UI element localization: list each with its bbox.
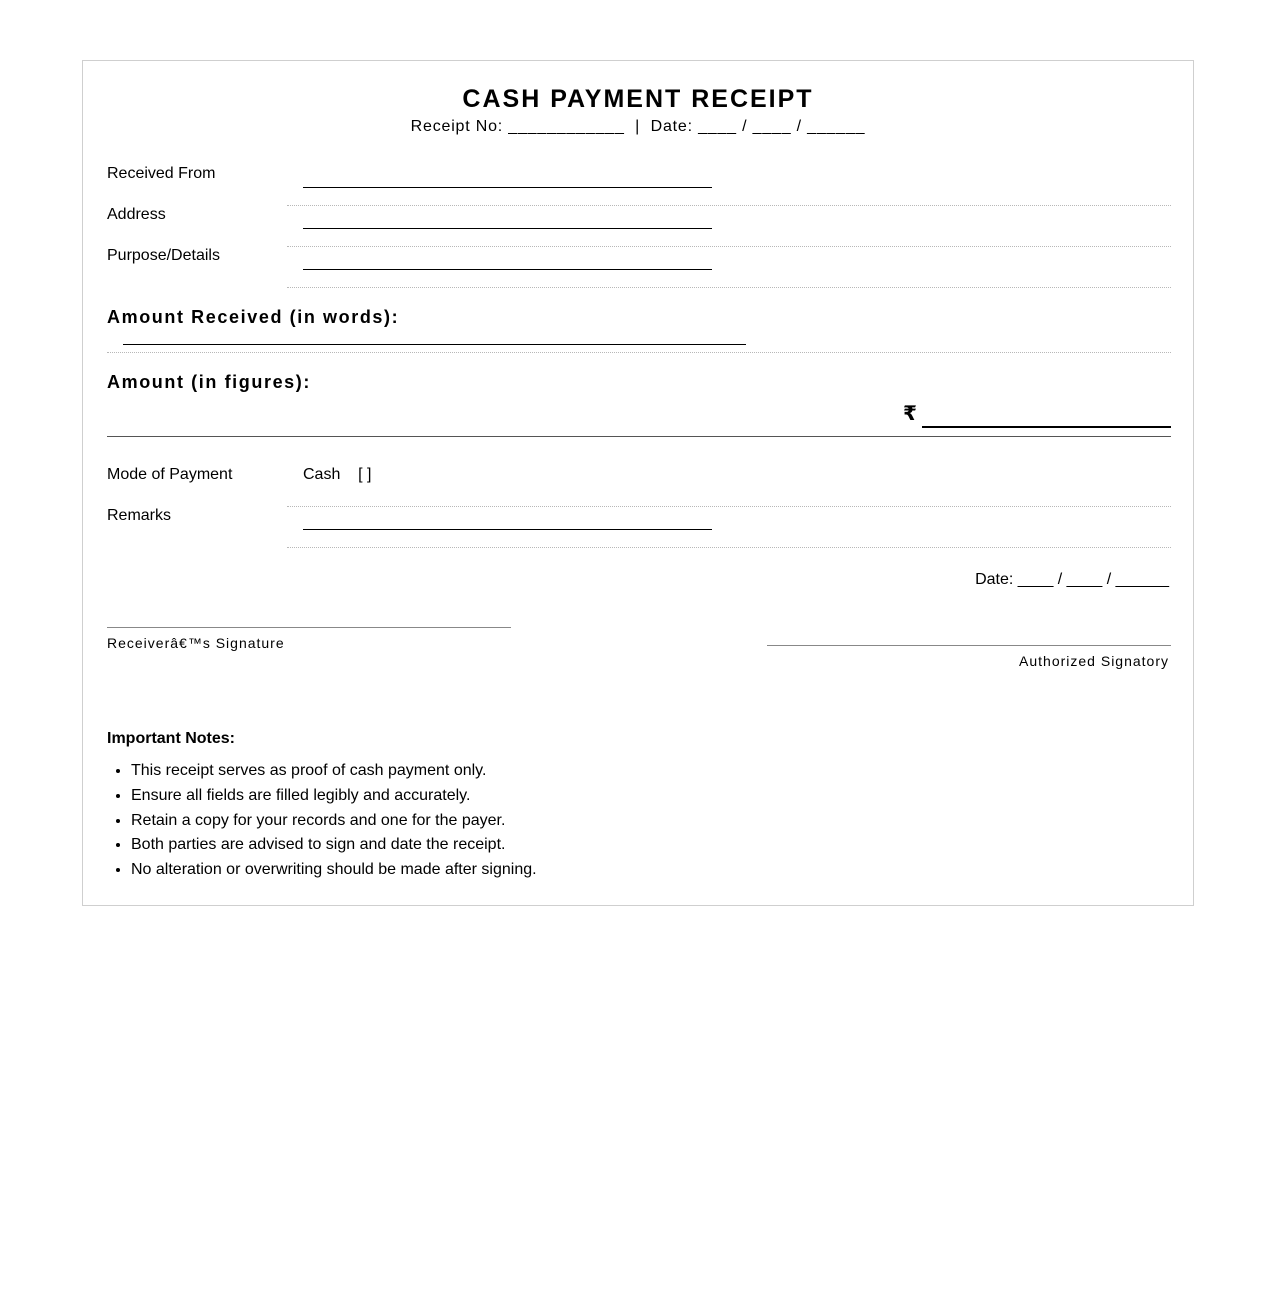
- row-divider: [287, 547, 1171, 548]
- list-item: • This receipt serves as proof of cash payment only.: [131, 759, 537, 784]
- address-label: Address: [107, 206, 166, 223]
- receipt-title: CASH PAYMENT RECEIPT: [462, 85, 814, 113]
- section-divider: [107, 436, 1171, 437]
- received-from-label: Received From: [107, 165, 216, 182]
- cash-checkbox[interactable]: Cash [ ]: [303, 466, 372, 483]
- purpose-row: [107, 247, 1171, 288]
- rupee-icon: ₹: [903, 401, 917, 425]
- list-item: • No alteration or overwriting should be made after signing.: [131, 858, 537, 883]
- address-field[interactable]: [303, 228, 712, 229]
- amount-words-heading: Amount Received (in words):: [107, 307, 400, 327]
- remarks-row: [107, 507, 1171, 548]
- notes-list: [107, 759, 537, 883]
- received-from-row: [107, 165, 1171, 206]
- authorized-signature-line[interactable]: [767, 645, 1171, 646]
- list-item: • Both parties are advised to sign and date the receipt.: [131, 833, 537, 858]
- list-item: • Retain a copy for your records and one for the payer.: [131, 809, 537, 834]
- purpose-field[interactable]: [303, 269, 712, 270]
- notes-heading: Important Notes:: [107, 730, 235, 747]
- purpose-label: Purpose/Details: [107, 247, 220, 264]
- mode-of-payment-label: Mode of Payment: [107, 466, 233, 483]
- signing-date: Date: ____ / ____ / ______: [975, 571, 1169, 588]
- mode-of-payment-row: [107, 466, 1171, 507]
- remarks-label: Remarks: [107, 507, 172, 524]
- address-row: [107, 206, 1171, 247]
- receipt-form: [82, 60, 1194, 906]
- amount-figures-heading: Amount (in figures):: [107, 372, 311, 392]
- remarks-field[interactable]: [303, 529, 712, 530]
- amount-words-field[interactable]: [123, 344, 746, 345]
- list-item: • Ensure all fields are filled legibly and accurately.: [131, 784, 537, 809]
- receiver-signature-line[interactable]: [107, 627, 511, 628]
- receiver-signature-label: Receiverâ€™s Signature: [107, 635, 285, 651]
- amount-figures-field[interactable]: [922, 426, 1171, 428]
- authorized-signature-label: Authorized Signatory: [1019, 653, 1169, 669]
- received-from-field[interactable]: [303, 187, 712, 188]
- receipt-number-date: Receipt No: ____________ | Date: ____ / ____ / ______: [410, 118, 866, 135]
- row-divider: [287, 287, 1171, 288]
- row-divider: [107, 352, 1171, 353]
